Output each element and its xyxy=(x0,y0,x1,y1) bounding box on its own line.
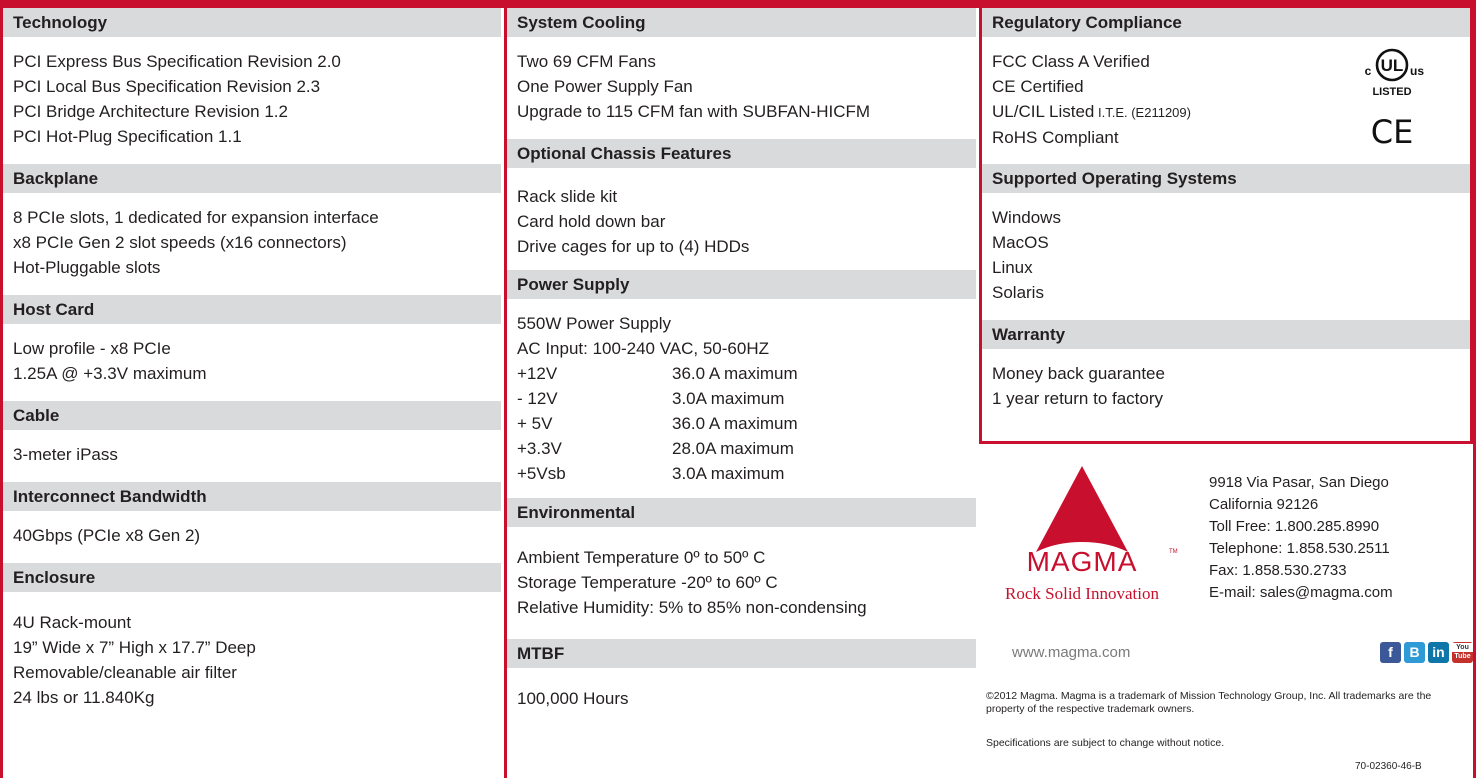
rail-current: 28.0A maximum xyxy=(672,439,794,458)
spec-line: 100,000 Hours xyxy=(517,689,629,708)
section-heading: Regulatory Compliance xyxy=(982,8,1470,37)
section-host-card xyxy=(3,295,501,401)
svg-text:CE: CE xyxy=(1370,113,1414,151)
facebook-icon[interactable]: f xyxy=(1380,642,1401,663)
spec-line: Windows xyxy=(992,208,1061,227)
social-links xyxy=(1380,642,1473,663)
column-1 xyxy=(3,8,501,720)
spec-line: Drive cages for up to (4) HDDs xyxy=(517,237,750,256)
spec-line: Removable/cleanable air filter xyxy=(13,663,237,682)
document-number: 70-02360-46-B xyxy=(1355,761,1422,772)
section-heading: Backplane xyxy=(3,164,501,193)
svg-text:LISTED: LISTED xyxy=(1372,86,1412,98)
copyright-notice: ©2012 Magma. Magma is a trademark of Mission Technology Group, Inc. All trademarks are the property of the respective trademark owners. xyxy=(986,690,1432,715)
svg-text:c: c xyxy=(1364,64,1372,78)
youtube-icon[interactable]: You Tube xyxy=(1452,642,1473,663)
spec-line: Card hold down bar xyxy=(517,212,666,231)
section-cable xyxy=(3,401,501,482)
spec-line: Relative Humidity: 5% to 85% non-condensing xyxy=(517,598,867,617)
spec-line: 40Gbps (PCIe x8 Gen 2) xyxy=(13,526,201,545)
ul-listed-mark-icon xyxy=(1352,45,1432,155)
rail-voltage: - 12V xyxy=(517,389,558,408)
spec-line: Low profile - x8 PCIe xyxy=(13,339,171,358)
spec-line: Two 69 CFM Fans xyxy=(517,52,656,71)
section-technology xyxy=(3,8,501,164)
spec-line: MacOS xyxy=(992,233,1049,252)
spec-line: Storage Temperature -20º to 60º C xyxy=(517,573,778,592)
spec-line: Ambient Temperature 0º to 50º C xyxy=(517,548,766,567)
contact-address xyxy=(1209,472,1393,604)
section-heading: Host Card xyxy=(3,295,501,324)
svg-text:us: us xyxy=(1409,64,1425,78)
svg-text:MAGMA: MAGMA xyxy=(1026,546,1138,577)
spec-line: UL/CIL Listed I.T.E. (E211209) xyxy=(992,102,1191,121)
section-system-cooling xyxy=(507,8,976,139)
spec-line: One Power Supply Fan xyxy=(517,77,693,96)
spec-line: PCI Express Bus Specification Revision 2.0 xyxy=(13,52,341,71)
spec-line: 4U Rack-mount xyxy=(13,613,132,632)
rail-voltage: +3.3V xyxy=(517,439,562,458)
spec-line: AC Input: 100-240 VAC, 50-60HZ xyxy=(517,339,769,358)
section-heading: Power Supply xyxy=(507,270,976,299)
spec-line: PCI Hot-Plug Specification 1.1 xyxy=(13,127,242,146)
fax: Fax: 1.858.530.2733 xyxy=(1209,562,1347,579)
magma-logo xyxy=(982,462,1202,612)
linkedin-icon[interactable]: in xyxy=(1428,642,1449,663)
section-heading: Environmental xyxy=(507,498,976,527)
section-environmental xyxy=(507,498,976,639)
section-heading: System Cooling xyxy=(507,8,976,37)
address-line: California 92126 xyxy=(1209,496,1319,513)
spec-line: Rack slide kit xyxy=(517,187,618,206)
spec-line: PCI Bridge Architecture Revision 1.2 xyxy=(13,102,288,121)
rail-current: 3.0A maximum xyxy=(672,464,785,483)
column-3 xyxy=(982,8,1470,421)
spec-line: 24 lbs or 11.840Kg xyxy=(13,688,155,707)
rail-voltage: + 5V xyxy=(517,414,553,433)
spec-line: Solaris xyxy=(992,283,1044,302)
section-heading: Cable xyxy=(3,401,501,430)
spec-line: Upgrade to 115 CFM fan with SUBFAN-HICFM xyxy=(517,102,871,121)
section-power-supply xyxy=(507,270,976,498)
spec-line: 1 year return to factory xyxy=(992,389,1164,408)
power-rail-row xyxy=(517,361,976,386)
spec-line: PCI Local Bus Specification Revision 2.3 xyxy=(13,77,321,96)
power-rail-row xyxy=(517,461,976,486)
section-regulatory-compliance xyxy=(982,8,1470,164)
rail-current: 36.0 A maximum xyxy=(672,364,798,383)
section-heading: Enclosure xyxy=(3,563,501,592)
spec-line: RoHS Compliant xyxy=(992,128,1119,147)
spec-line: CE Certified xyxy=(992,77,1084,96)
spec-line: 19” Wide x 7” High x 17.7” Deep xyxy=(13,638,256,657)
rail-voltage: +5Vsb xyxy=(517,464,566,483)
section-heading: Interconnect Bandwidth xyxy=(3,482,501,511)
top-accent-bar xyxy=(0,0,1476,8)
svg-text:UL: UL xyxy=(1380,56,1404,75)
spec-line: 1.25A @ +3.3V maximum xyxy=(13,364,207,383)
column-2 xyxy=(507,8,976,721)
rail-voltage: +12V xyxy=(517,364,558,383)
spec-line: 8 PCIe slots, 1 dedicated for expansion interface xyxy=(13,208,379,227)
section-heading: Technology xyxy=(3,8,501,37)
blogger-icon[interactable]: B xyxy=(1404,642,1425,663)
spec-line: x8 PCIe Gen 2 slot speeds (x16 connectors) xyxy=(13,233,347,252)
section-mtbf xyxy=(507,639,976,721)
section-optional-chassis xyxy=(507,139,976,270)
section-heading: Optional Chassis Features xyxy=(507,139,976,168)
section-interconnect-bandwidth xyxy=(3,482,501,563)
address-line: 9918 Via Pasar, San Diego xyxy=(1209,474,1389,491)
telephone: Telephone: 1.858.530.2511 xyxy=(1209,540,1390,557)
svg-text:TM: TM xyxy=(1169,549,1178,555)
svg-text:Rock Solid Innovation: Rock Solid Innovation xyxy=(1005,584,1159,603)
spec-line: Money back guarantee xyxy=(992,364,1165,383)
spec-line: 3-meter iPass xyxy=(13,445,118,464)
website-link[interactable]: www.magma.com xyxy=(1012,644,1131,661)
rail-current: 36.0 A maximum xyxy=(672,414,798,433)
section-heading: Supported Operating Systems xyxy=(982,164,1470,193)
spec-change-notice: Specifications are subject to change without notice. xyxy=(986,737,1225,749)
section-enclosure xyxy=(3,563,501,720)
spec-line: Hot-Pluggable slots xyxy=(13,258,161,277)
power-rail-row xyxy=(517,386,976,411)
section-backplane xyxy=(3,164,501,295)
spec-line: 550W Power Supply xyxy=(517,314,672,333)
toll-free-phone: Toll Free: 1.800.285.8990 xyxy=(1209,518,1380,535)
spec-line: FCC Class A Verified xyxy=(992,52,1150,71)
spec-line: Linux xyxy=(992,258,1033,277)
power-rail-row xyxy=(517,436,976,461)
section-supported-os xyxy=(982,164,1470,320)
power-rail-row xyxy=(517,411,976,436)
email[interactable]: E-mail: sales@magma.com xyxy=(1209,584,1393,601)
section-heading: Warranty xyxy=(982,320,1470,349)
section-warranty xyxy=(982,320,1470,421)
rail-current: 3.0A maximum xyxy=(672,389,785,408)
section-heading: MTBF xyxy=(507,639,976,668)
